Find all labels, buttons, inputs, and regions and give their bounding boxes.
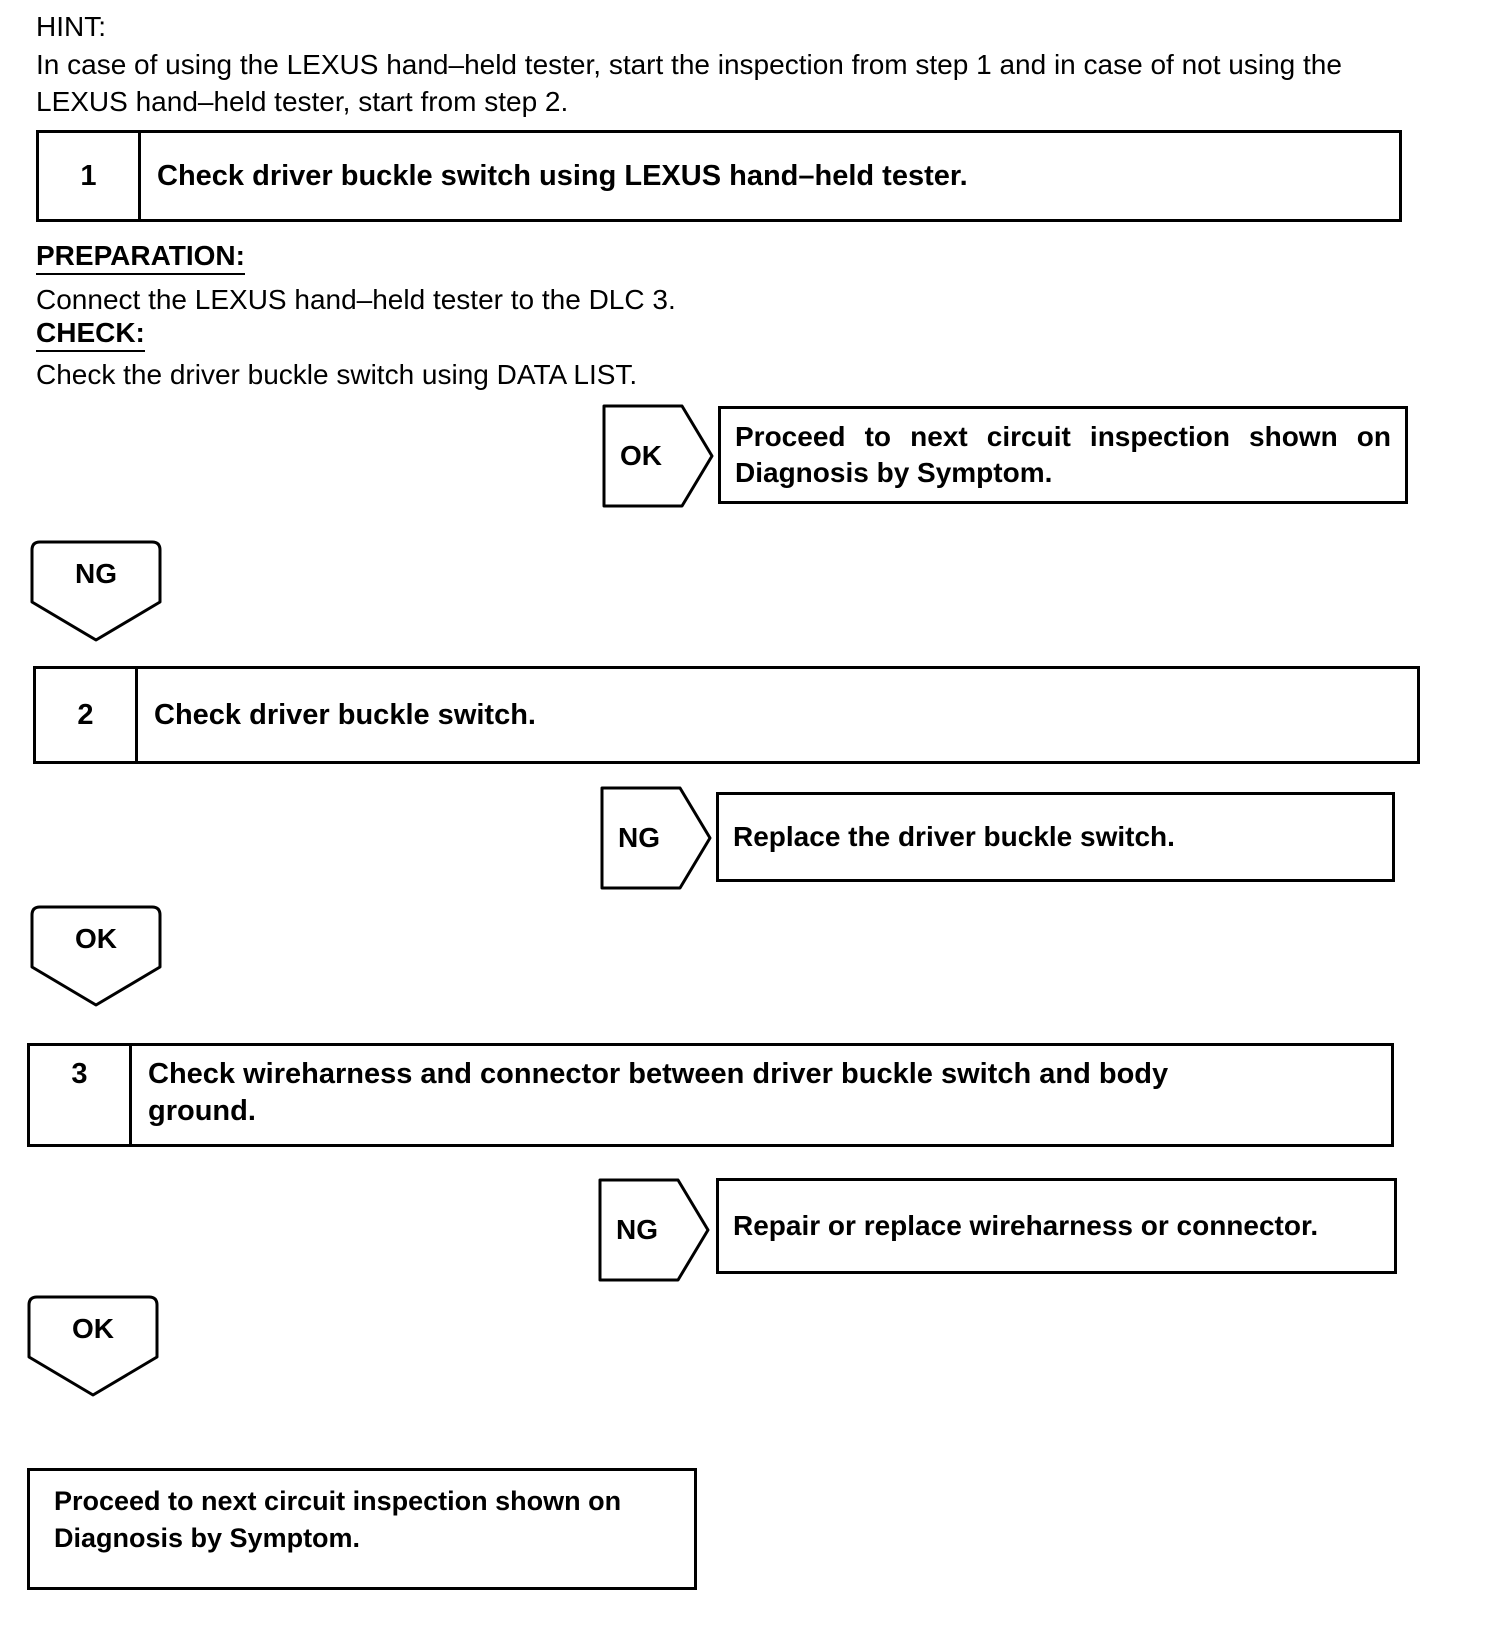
connector-ng-step3-label: NG xyxy=(616,1214,658,1245)
step-1-box xyxy=(36,130,1402,222)
step-1-number: 1 xyxy=(39,133,141,219)
result-box-step2-ng: Replace the driver buckle switch. xyxy=(716,792,1395,882)
connector-ng-step2 xyxy=(600,786,712,890)
connector-ok-step1 xyxy=(602,404,714,508)
step-3-box xyxy=(27,1043,1394,1147)
result-box-step1-ok: Proceed to next circuit inspection shown on Diagnosis by Symptom. xyxy=(718,406,1408,504)
connector-ng-step1-label: NG xyxy=(75,558,117,589)
step-2-number: 2 xyxy=(36,669,138,761)
step-3-title: Check wireharness and connector between driver buckle switch and body ground. xyxy=(148,1058,1169,1127)
check-text: Check the driver buckle switch using DATA LIST. xyxy=(36,359,638,390)
step-2-title: Check driver buckle switch. xyxy=(154,698,536,731)
step-1-title: Check driver buckle switch using LEXUS hand–held tester. xyxy=(157,159,968,192)
check-heading-wrap xyxy=(36,317,145,352)
step-3-number: 3 xyxy=(30,1046,132,1144)
preparation-heading-wrap xyxy=(36,240,245,275)
result-box-step3-ng: Repair or replace wireharness or connector. xyxy=(716,1178,1397,1274)
hint-text: In case of using the LEXUS hand–held tester, start the inspection from step 1 and in case of not using the LEXUS hand–held tester, start from step 2. xyxy=(36,49,1342,117)
connector-ok-step3-label: OK xyxy=(72,1313,114,1344)
connector-ng-step2-label: NG xyxy=(618,822,660,853)
connector-ok-step2-label: OK xyxy=(75,923,117,954)
connector-ok-step3 xyxy=(27,1295,159,1397)
final-result-box: Proceed to next circuit inspection shown on Diagnosis by Symptom. xyxy=(27,1468,697,1590)
connector-ok-step2 xyxy=(30,905,162,1007)
check-heading: CHECK: xyxy=(36,317,145,352)
hint-label: HINT: xyxy=(36,11,106,42)
connector-ok-step1-label: OK xyxy=(620,440,662,471)
preparation-text: Connect the LEXUS hand–held tester to the DLC 3. xyxy=(36,284,676,315)
connector-ng-step1 xyxy=(30,540,162,642)
connector-ng-step3 xyxy=(598,1178,710,1282)
step-2-box xyxy=(33,666,1420,764)
preparation-heading: PREPARATION: xyxy=(36,240,245,275)
